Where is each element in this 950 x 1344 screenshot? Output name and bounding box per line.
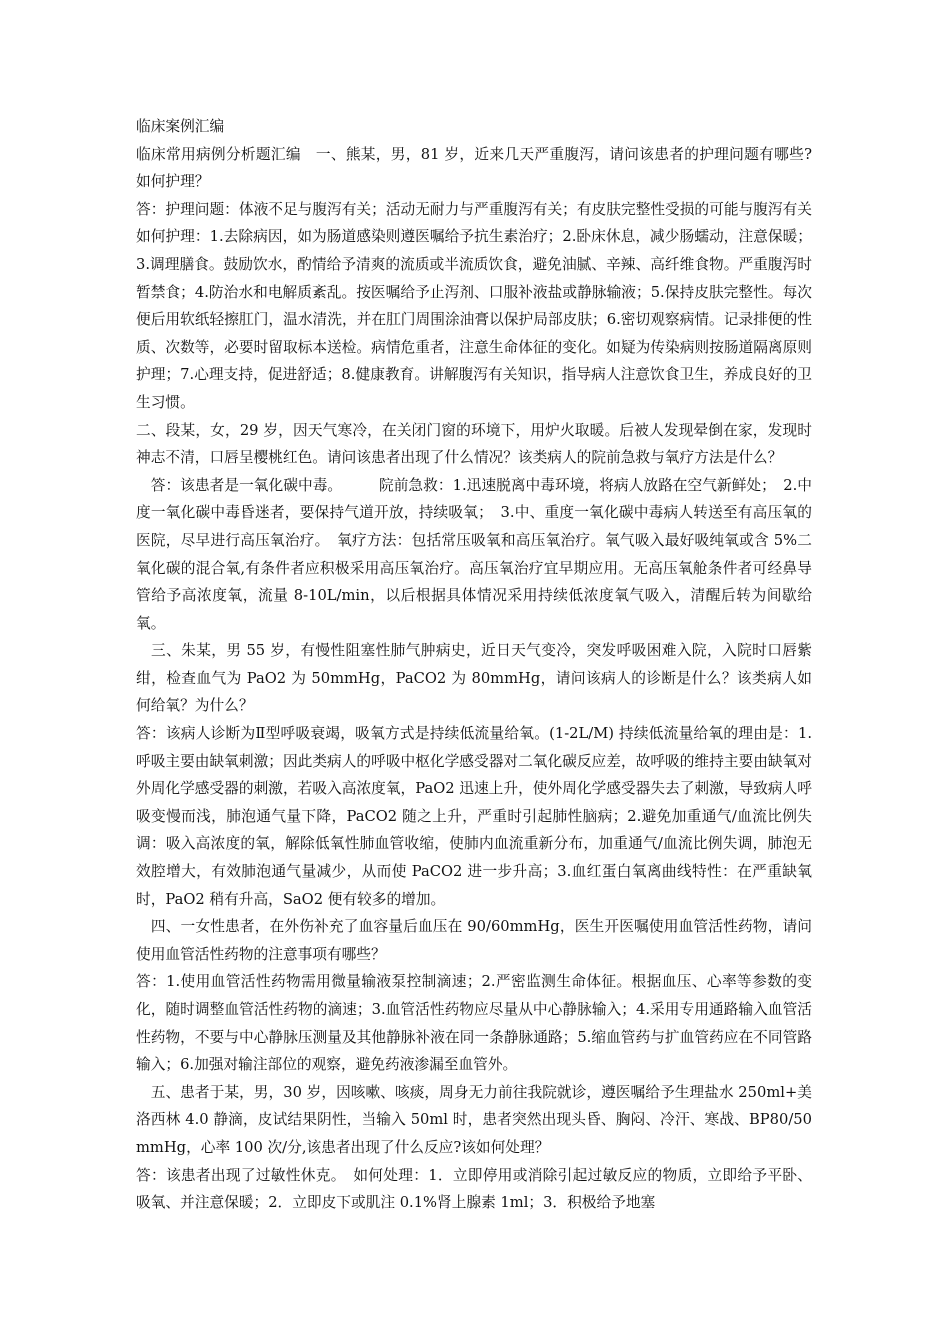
case-4-answer: 答：1.使用血管活性药物需用微量输液泵控制滴速；2.严密监测生命体征。根据血压、心率等参数的变化，随时调整血管活性药物的滴速；3.血管活性药物应尽量从中心静脉输入；4.采用专用通路输入血管活性药物，不要与中心静脉压测量及其他静脉补液在同一条静脉通路；5.缩血管药与扩血管药应在不同管路输入；6.加强对输注部位的观察，避免药液渗漏至血管外。 (136, 973, 812, 1074)
document-title: 临床案例汇编 (136, 118, 225, 135)
case-5-question: 五、患者于某，男，30 岁，因咳嗽、咳痰，周身无力前往我院就诊，遵医嘱给予生理盐水 250ml+美洛西林 4.0 静滴，皮试结果阴性，当输入 50ml 时，患者突然出现头昏、胸闷、冷汗、寒战、BP80/50mmHg，心率 100 次/分,该患者出现了什么反应?该如何处理？ (136, 1083, 812, 1156)
case-5-answer: 答：该患者出现了过敏性休克。 如何处理：1．立即停用或消除引起过敏反应的物质，立即给予平卧、吸氧、并注意保暖；2．立即皮下或肌注 0.1%肾上腺素 1ml；3．积极给予地塞 (136, 1166, 812, 1212)
case-2-question: 二、段某，女，29 岁，因天气寒冷，在关闭门窗的环境下，用炉火取暖。后被人发现晕倒在家，发现时神志不清，口唇呈樱桃红色。请问该患者出现了什么情况？该类病人的院前急救与氧疗方法是什么？ (136, 421, 812, 467)
case-1-question: 临床常用病例分析题汇编 一、熊某，男，81 岁，近来几天严重腹泻，请问该患者的护理问题有哪些?如何护理？ (136, 145, 812, 191)
case-3-question: 三、朱某，男 55 岁，有慢性阻塞性肺气肿病史，近日天气变冷，突发呼吸困难入院，入院时口唇紫绀，检查血气为 PaO2 为 50mmHg，PaCO2 为 80mmHg，请问该病人的诊断是什么？该类病人如何给氧？为什么？ (136, 642, 812, 715)
document-page (136, 113, 827, 1217)
case-3-answer: 答：该病人诊断为Ⅱ型呼吸衰竭，吸氧方式是持续低流量给氧。(1-2L/M) 持续低流量给氧的理由是：1.呼吸主要由缺氧刺激；因此类病人的呼吸中枢化学感受器对二氧化碳反应差，故呼吸的维持主要由缺氧对外周化学感受器的刺激，若吸入高浓度氧，PaO2 迅速上升，使外周化学感受器失去了刺激，导致病人呼吸变慢而浅，肺泡通气量下降，PaCO2 随之上升，严重时引起肺性脑病；2.避免加重通气/血流比例失调：吸入高浓度的氧，解除低氧性肺血管收缩，使肺内血流重新分布，加重通气/血流比例失调，肺泡无效腔增大，有效肺泡通气量减少，从而使 PaCO2 进一步升高；3.血红蛋白氧离曲线特性：在严重缺氧时，PaO2 稍有升高，SaO2 便有较多的增加。 (136, 725, 812, 908)
case-2-answer: 答：该患者是一氧化碳中毒。 院前急救：1.迅速脱离中毒环境，将病人放路在空气新鲜处； 2.中度一氧化碳中毒昏迷者，要保持气道开放，持续吸氧； 3.中、重度一氧化碳中毒病人转送至有高压氧的医院，尽早进行高压氧治疗。 氧疗方法：包括常压吸氧和高压氧治疗。氧气吸入最好吸纯氧或含 5%二氧化碳的混合氧,有条件者应积极采用高压氧治疗。高压氧治疗宜早期应用。无高压氧舱条件者可经鼻导管给予高浓度氧，流量 8-10L/min，以后根据具体情况采用持续低浓度氧气吸入，清醒后转为间歇给氧。 (136, 476, 812, 632)
case-4-question: 四、一女性患者，在外伤补充了血容量后血压在 90/60mmHg，医生开医嘱使用血管活性药物，请问使用血管活性药物的注意事项有哪些？ (136, 918, 812, 963)
case-1-answer: 答：护理问题：体液不足与腹泻有关；活动无耐力与严重腹泻有关；有皮肤完整性受损的可能与腹泻有关 如何护理：1.去除病因，如为肠道感染则遵医嘱给予抗生素治疗；2.卧床休息，减少肠蠕动，注意保暖；3.调理膳食。鼓励饮水，酌情给予清爽的流质或半流质饮食，避免油腻、辛辣、高纤维食物。严重腹泻时暂禁食；4.防治水和电解质紊乱。按医嘱给予止泻剂、口服补液盐或静脉输液；5.保持皮肤完整性。每次便后用软纸轻擦肛门，温水清洗，并在肛门周围涂油膏以保护局部皮肤；6.密切观察病情。记录排便的性质、次数等，必要时留取标本送检。病情危重者，注意生命体征的变化。如疑为传染病则按肠道隔离原则护理；7.心理支持，促进舒适；8.健康教育。讲解腹泻有关知识，指导病人注意饮食卫生，养成良好的卫生习惯。 (136, 200, 827, 411)
